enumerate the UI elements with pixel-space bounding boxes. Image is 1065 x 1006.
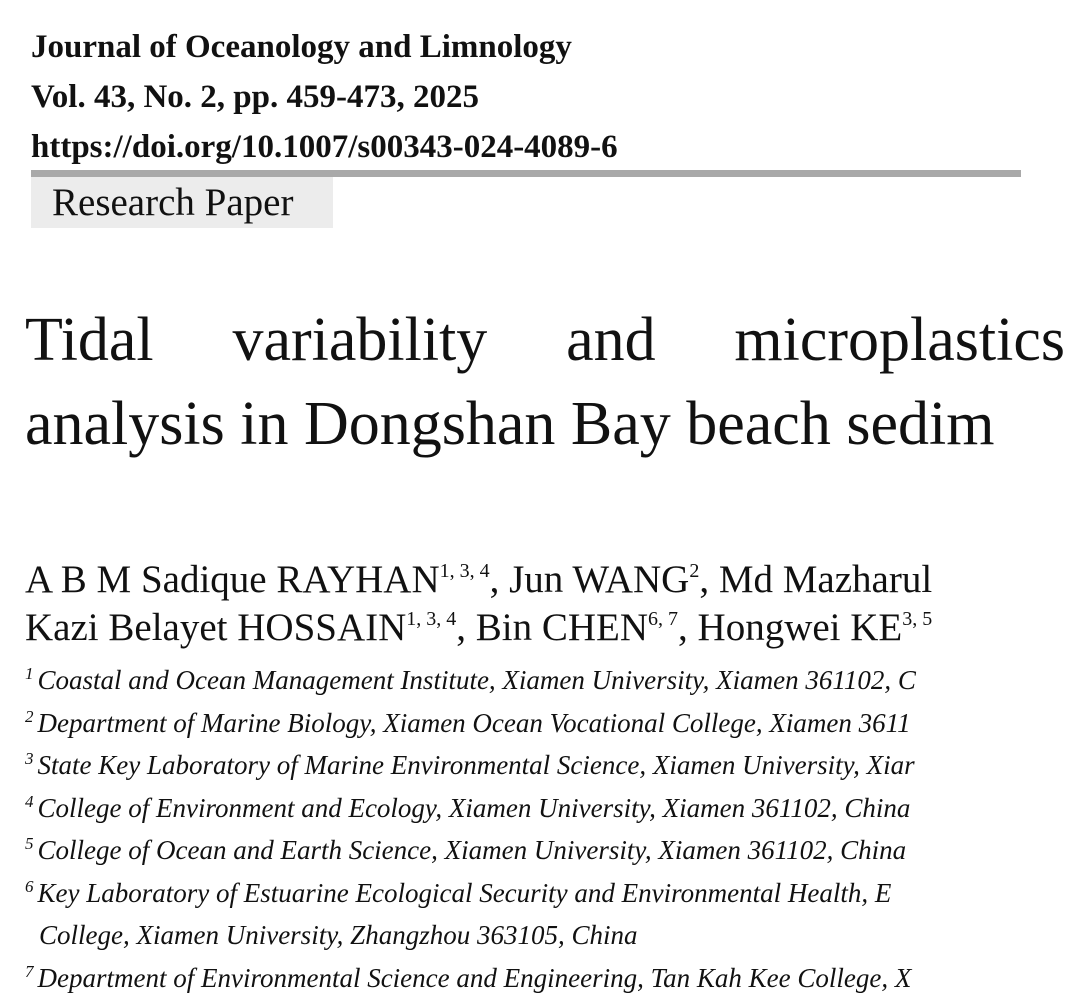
affiliation-text: Department of Environmental Science and Engineering, Tan Kah Kee College, X — [37, 962, 912, 993]
paper-title — [25, 298, 1065, 466]
title-word: and — [566, 306, 656, 374]
affiliation-list — [25, 659, 916, 999]
affiliation-text: College of Environment and Ecology, Xiamen University, Xiamen 361102, China — [37, 792, 911, 823]
journal-name: Journal of Oceanology and Limnology — [31, 29, 572, 65]
affiliation-text: Department of Marine Biology, Xiamen Ocean Vocational College, Xiamen 3611 — [37, 707, 911, 738]
title-line-2: analysis in Dongshan Bay beach sedim — [25, 390, 995, 458]
paper-type-label: Research Paper — [31, 177, 333, 228]
author-affiliation-sup: 1, 3, 4 — [406, 608, 457, 630]
author-separator: , — [456, 606, 476, 649]
affiliation-item — [25, 744, 916, 787]
author-affiliation-sup: 1, 3, 4 — [439, 560, 490, 582]
author-list — [25, 556, 932, 652]
affiliation-item — [25, 659, 916, 702]
affiliation-text: College of Ocean and Earth Science, Xiamen University, Xiamen 361102, China — [37, 835, 907, 865]
affiliation-text: State Key Laboratory of Marine Environmental Science, Xiamen University, Xiar — [37, 750, 915, 780]
author-line-2 — [25, 604, 932, 652]
author-name: Bin CHEN — [475, 606, 649, 649]
affiliation-number: 3 — [25, 749, 34, 768]
author-name: Md Mazharul — [718, 558, 933, 601]
affiliation-number: 5 — [25, 834, 34, 853]
author-separator: , — [489, 558, 510, 601]
author-name: Hongwei KE — [697, 606, 903, 649]
affiliation-number: 2 — [25, 706, 34, 726]
affiliation-number: 1 — [25, 664, 34, 683]
journal-header — [31, 22, 618, 172]
author-separator: , — [699, 558, 719, 601]
author-name: A B M Sadique RAYHAN — [25, 558, 440, 601]
title-word: microplastics — [734, 306, 1065, 374]
author-name: Kazi Belayet HOSSAIN — [25, 606, 407, 649]
affiliation-item — [25, 829, 916, 872]
author-affiliation-sup: 3, 5 — [902, 608, 933, 630]
title-line-1 — [25, 298, 1065, 382]
affiliation-item — [25, 787, 916, 830]
affiliation-text: Coastal and Ocean Management Institute, Xiamen University, Xiamen 361102, C — [37, 665, 916, 695]
affiliation-number: 7 — [25, 961, 34, 981]
title-word: Tidal — [25, 306, 154, 374]
author-line-1 — [25, 556, 932, 604]
author-separator: , — [678, 606, 698, 649]
header-divider — [31, 170, 1021, 177]
author-affiliation-sup: 2 — [689, 560, 700, 582]
author-name: Jun WANG — [509, 558, 690, 601]
affiliation-number: 6 — [25, 876, 34, 896]
affiliation-item — [25, 872, 916, 915]
affiliation-text: Key Laboratory of Estuarine Ecological Security and Environmental Health, E — [37, 877, 892, 908]
affiliation-continuation: College, Xiamen University, Zhangzhou 363105, China — [39, 920, 638, 950]
affiliation-item — [25, 702, 916, 745]
author-affiliation-sup: 6, 7 — [648, 608, 679, 630]
doi-link[interactable]: https://doi.org/10.1007/s00343-024-4089-6 — [31, 129, 618, 165]
affiliation-item — [25, 957, 916, 1000]
volume-info: Vol. 43, No. 2, pp. 459-473, 2025 — [31, 79, 479, 115]
affiliation-number: 4 — [25, 791, 34, 811]
title-word: variability — [232, 306, 488, 374]
